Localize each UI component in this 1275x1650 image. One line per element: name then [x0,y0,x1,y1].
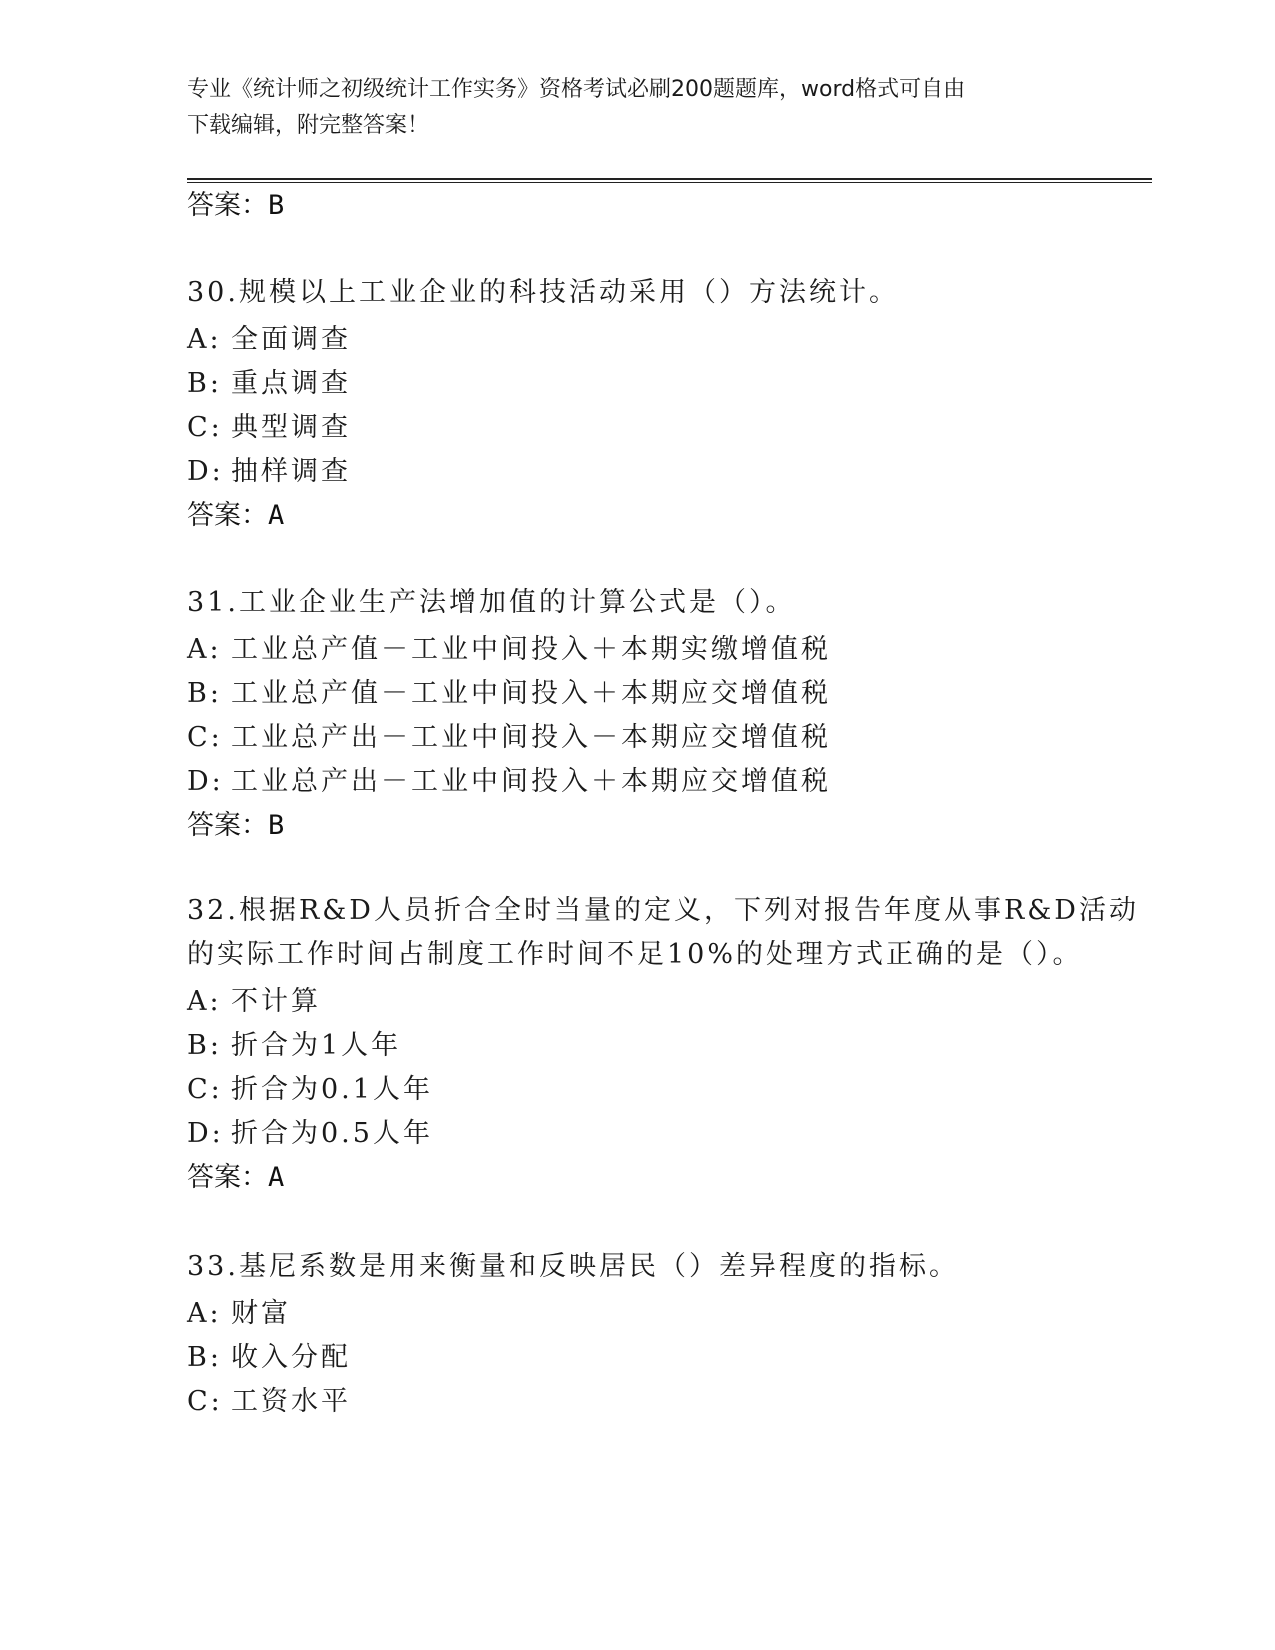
option-text: 财富 [231,1298,291,1329]
option-text: 抽样调查 [231,456,351,487]
question-32-text-line-2: 的实际工作时间占制度工作时间不足10%的处理方式正确的是（）。 [187,939,1083,970]
option-text: 折合为0.1人年 [231,1074,433,1105]
option-text: 工资水平 [231,1386,351,1417]
option-key: A: [187,634,222,665]
previous-answer: 答案：B [187,190,285,221]
option-text: 收入分配 [231,1342,351,1373]
header-divider [187,178,1152,183]
option-text: 工业总产出－工业中间投入－本期应交增值税 [231,722,831,753]
question-30-option-a [187,322,351,358]
question-32-text-line-1: 32.根据R&D人员折合全时当量的定义，下列对报告年度从事R&D活动 [187,895,1139,926]
option-key: B: [187,678,222,709]
question-30-option-d [187,454,351,490]
option-key: C: [187,1386,223,1417]
option-key: D: [187,766,224,797]
option-text: 工业总产值－工业中间投入＋本期实缴增值税 [231,634,831,665]
option-text: 工业总产出－工业中间投入＋本期应交增值税 [231,766,831,797]
question-33-text: 33.基尼系数是用来衡量和反映居民（）差异程度的指标。 [187,1251,959,1282]
header-line-1: 专业《统计师之初级统计工作实务》资格考试必刷200题题库，word格式可自由 [187,77,966,102]
option-text: 典型调查 [231,412,351,443]
option-text: 工业总产值－工业中间投入＋本期应交增值税 [231,678,831,709]
option-key: A: [187,324,222,355]
option-text: 折合为1人年 [231,1030,402,1061]
option-text: 折合为0.5人年 [231,1118,433,1149]
option-key: A: [187,1298,222,1329]
question-33-option-a [187,1296,291,1332]
option-key: C: [187,412,223,443]
question-32-option-a [187,984,321,1020]
question-32-option-d [187,1116,433,1152]
question-33-option-b [187,1340,351,1376]
question-30-option-b [187,366,351,402]
option-key: D: [187,456,224,487]
option-key: C: [187,1074,223,1105]
option-key: C: [187,722,223,753]
question-32-answer: 答案：A [187,1162,285,1193]
question-31-answer: 答案：B [187,810,285,841]
question-32-option-c [187,1072,433,1108]
question-31-option-a [187,632,831,668]
question-30-answer: 答案：A [187,500,285,531]
option-key: D: [187,1118,224,1149]
question-31-option-d [187,764,831,800]
question-30-text: 30.规模以上工业企业的科技活动采用（）方法统计。 [187,277,899,308]
question-33-option-c [187,1384,351,1420]
question-31-option-c [187,720,831,756]
option-text: 重点调查 [231,368,351,399]
option-key: B: [187,1030,222,1061]
question-31-text: 31.工业企业生产法增加值的计算公式是（）。 [187,587,796,618]
question-32-option-b [187,1028,401,1064]
option-key: B: [187,1342,222,1373]
question-30-option-c [187,410,351,446]
option-text: 全面调查 [231,324,351,355]
option-text: 不计算 [231,986,321,1017]
option-key: A: [187,986,222,1017]
header-line-2: 下载编辑，附完整答案！ [187,113,430,138]
question-31-option-b [187,676,831,712]
option-key: B: [187,368,222,399]
document-header [187,72,1087,144]
